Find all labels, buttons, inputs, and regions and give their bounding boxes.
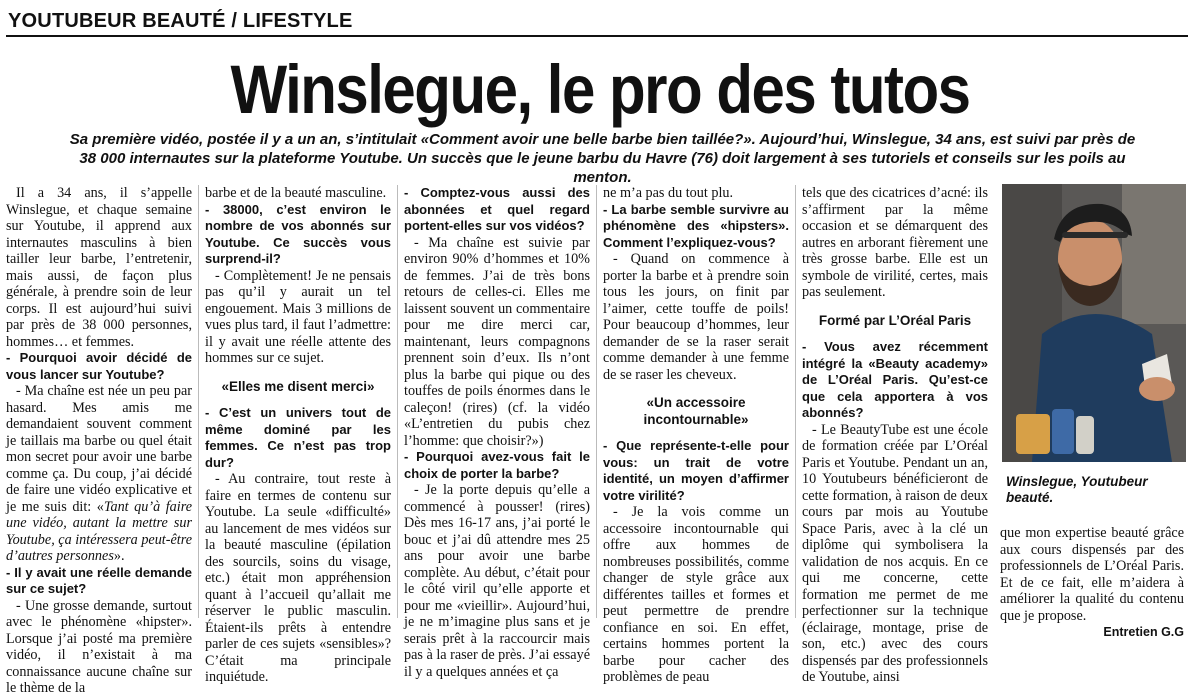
interview-question: - Pourquoi avoir décidé de vous lancer sur Youtube? <box>6 350 192 382</box>
subheading: «Un accessoire incontournable» <box>643 395 749 427</box>
section-rubric: YOUTUBEUR BEAUTÉ / LIFESTYLE <box>8 10 353 32</box>
article-standfirst: Sa première vidéo, postée il y a un an, s’intitulait «Comment avoir une belle barbe bien taillée?». Aujourd’hui, Winslegue, 34 ans, est suivi par près de 38 000 internautes sur la plateforme Youtube. Un succès que le jeune barbu du Havre (76) doit largement à ses tutoriels et conseils sur les poils au menton. <box>69 131 1136 186</box>
interview-question: - Comptez-vous aussi des abonnées et quel regard portent-elles sur vos vidéos? <box>404 185 590 233</box>
article-column-3 <box>404 185 590 680</box>
interview-answer: - Au contraire, tout reste à faire en termes de contenu sur Youtube. La seule «difficulté» au lancement de mes vidéos sur la beauté masculine (épilation des sourcils, soins du visage, etc.) était mon appréhension quant à l’accueil qu’allait me réserver le public masculin. Étaient-ils prêts à entendre parler de ces sujets «sensibles»? C’était ma principale inquiétude. <box>205 471 391 685</box>
portrait-illustration <box>1002 184 1186 462</box>
interview-question: - Il y avait une réelle demande sur ce sujet? <box>6 564 192 596</box>
interview-answer: - Une grosse demande, surtout avec le phénomène «hipster». Lorsque j’ai posté ma première vidéo, il n’existait à ma connaissance aucune chaîne sur le thème de la <box>6 597 192 696</box>
intro-paragraph: Il a 34 ans, il s’appelle Winslegue, et chaque semaine sur Youtube, il apprend aux internautes masculins à bien tailler leur barbe, l’entretenir, mais aussi, de façon plus générale, à prendre soin de leur corps. Il est aujourd’hui suivi par près de 38 000 personnes, hommes… et femmes. <box>6 185 192 350</box>
article-column-4 <box>603 185 789 685</box>
interview-answer: barbe et de la beauté masculine. <box>205 185 387 201</box>
answer-text: - Ma chaîne est née un peu par hasard. Mes amis me demandaient souvent comment je taillais ma barbe ou quel était mon secret pour avoir une barbe comme ça. Du coup, j’ai décidé de faire une vidéo explicative et je me suis dit: « <box>6 383 192 515</box>
interview-answer: ne m’a pas du tout plu. <box>603 185 734 201</box>
article-column-6 <box>1000 525 1184 639</box>
interview-question: - La barbe semble survivre au phénomène des «hipsters». Comment l’expliquez-vous? <box>603 201 789 250</box>
interview-answer: - Complètement! Je ne pensais pas qu’il y aurait un tel engouement. Mais 3 millions de vues plus tard, il faut l’admettre: il y avait une réelle attente des hommes sur ce sujet. <box>205 267 391 366</box>
interview-question: - 38000, c’est environ le nombre de vos abonnés sur Youtube. Ce succès vous surprend-il? <box>205 201 391 266</box>
interview-question: - Vous avez récemment intégré la «Beauty academy» de L’Oréal Paris. Qu’est-ce que cela apportera à vos abonnés? <box>802 339 988 420</box>
column-divider <box>397 185 398 618</box>
interview-answer <box>6 383 192 565</box>
column-divider <box>795 185 796 618</box>
quoted-text: Tant qu’à faire une vidéo, autant la mettre sur Youtube, ça intéressera peut-être d’autres personnes <box>6 498 192 564</box>
interview-answer: - Le BeautyTube est une école de formation créée par L’Oréal Paris et Youtube. Pendant un an, 10 Youtubeurs bénéficieront de cette formation, à raison de deux cours par mois au Youtube Space Paris, avec à la clé un diplôme qui symbolisera la validation de nos acquis. En ce qui me concerne, cette formation me permet de me perfectionner sur la technique (éclairage, montage, prise de son, etc.) avec des cours dispensés par des professionnels de Youtube, ainsi <box>802 421 988 685</box>
photo-caption: Winslegue, Youtubeur beauté. <box>1006 474 1148 505</box>
interview-answer: que mon expertise beauté grâce aux cours dispensés par des professionnels de L’Oréal Paris. Et de ce fait, elle m’aidera à améliorer la qualité du contenu que je propose. <box>1000 525 1184 624</box>
interview-question: - C’est un univers tout de même dominé par les femmes. Ce n’est pas trop dur? <box>205 405 391 470</box>
subheading: «Elles me disent merci» <box>221 378 375 394</box>
byline: Entretien G.G <box>1103 625 1184 639</box>
answer-text-end: ». <box>113 548 125 564</box>
interview-question: - Pourquoi avez-vous fait le choix de porter la barbe? <box>404 449 590 481</box>
interview-answer: tels que des cicatrices d’acné: ils s’affirment par la même occasion et se démarquent des autres en arborant fièrement une très grosse barbe. Elle est un symbole de virilité, certes, mais pas seulement. <box>802 185 988 300</box>
column-divider <box>198 185 199 618</box>
interview-answer: - Je la vois comme un accessoire incontournable qui offre aux hommes de nombreuses possibilités, comme changer de style grâce aux différentes tailles et formes et peut permettre de prendre confiance en soi. En effet, certains hommes portent la barbe pour cacher des problèmes de peau <box>603 504 789 685</box>
interview-question: - Que représente-t-elle pour vous: un trait de votre identité, un moyen d’affirmer votre virilité? <box>603 438 789 503</box>
portrait-photo <box>1002 184 1186 462</box>
interview-answer: - Ma chaîne est suivie par environ 90% d’hommes et 10% de femmes. J’ai de très bons retours de celles-ci. Elles me laissent souvent un commentaire pour me dire merci car, maintenant, leurs compagnons prennent soin d’eux. Ils n’ont plus la barbe qui pique ou des touffes de poils énormes dans le caleçon! (rires) (cf. la vidéo «L’entretien du pubis chez l’homme: que choisir?») <box>404 234 590 449</box>
article-column-2 <box>205 185 391 685</box>
interview-answer: - Quand on commence à porter la barbe et à prendre soin tous les jours, on finit par l’aimer, cette touffe de poils! Pour beaucoup d’hommes, leur demander de se la raser serait comme demander à une femme de se raser les cheveux. <box>603 251 789 383</box>
column-divider <box>596 185 597 618</box>
article-column-1 <box>6 185 192 696</box>
subheading: Formé par L’Oréal Paris <box>818 312 972 328</box>
article-headline: Winslegue, le pro des tutos <box>230 50 970 128</box>
interview-answer: - Je la porte depuis qu’elle a commencé à pousser! (rires) Dès mes 16-17 ans, j’ai porté le bouc et j’ai dû attendre mes 25 ans pour avoir une barbe complète. Au début, c’était pour le côté viril qu’elle apporte et pour me «vieillir». Aujourd’hui, je ne m’imagine plus sans et je serais prêt à la raccourcir mais pas à la raser de près. J’ai essayé il y a quelques années et ça <box>404 482 590 680</box>
article-column-5 <box>802 185 988 685</box>
rubric-divider <box>6 35 1188 37</box>
